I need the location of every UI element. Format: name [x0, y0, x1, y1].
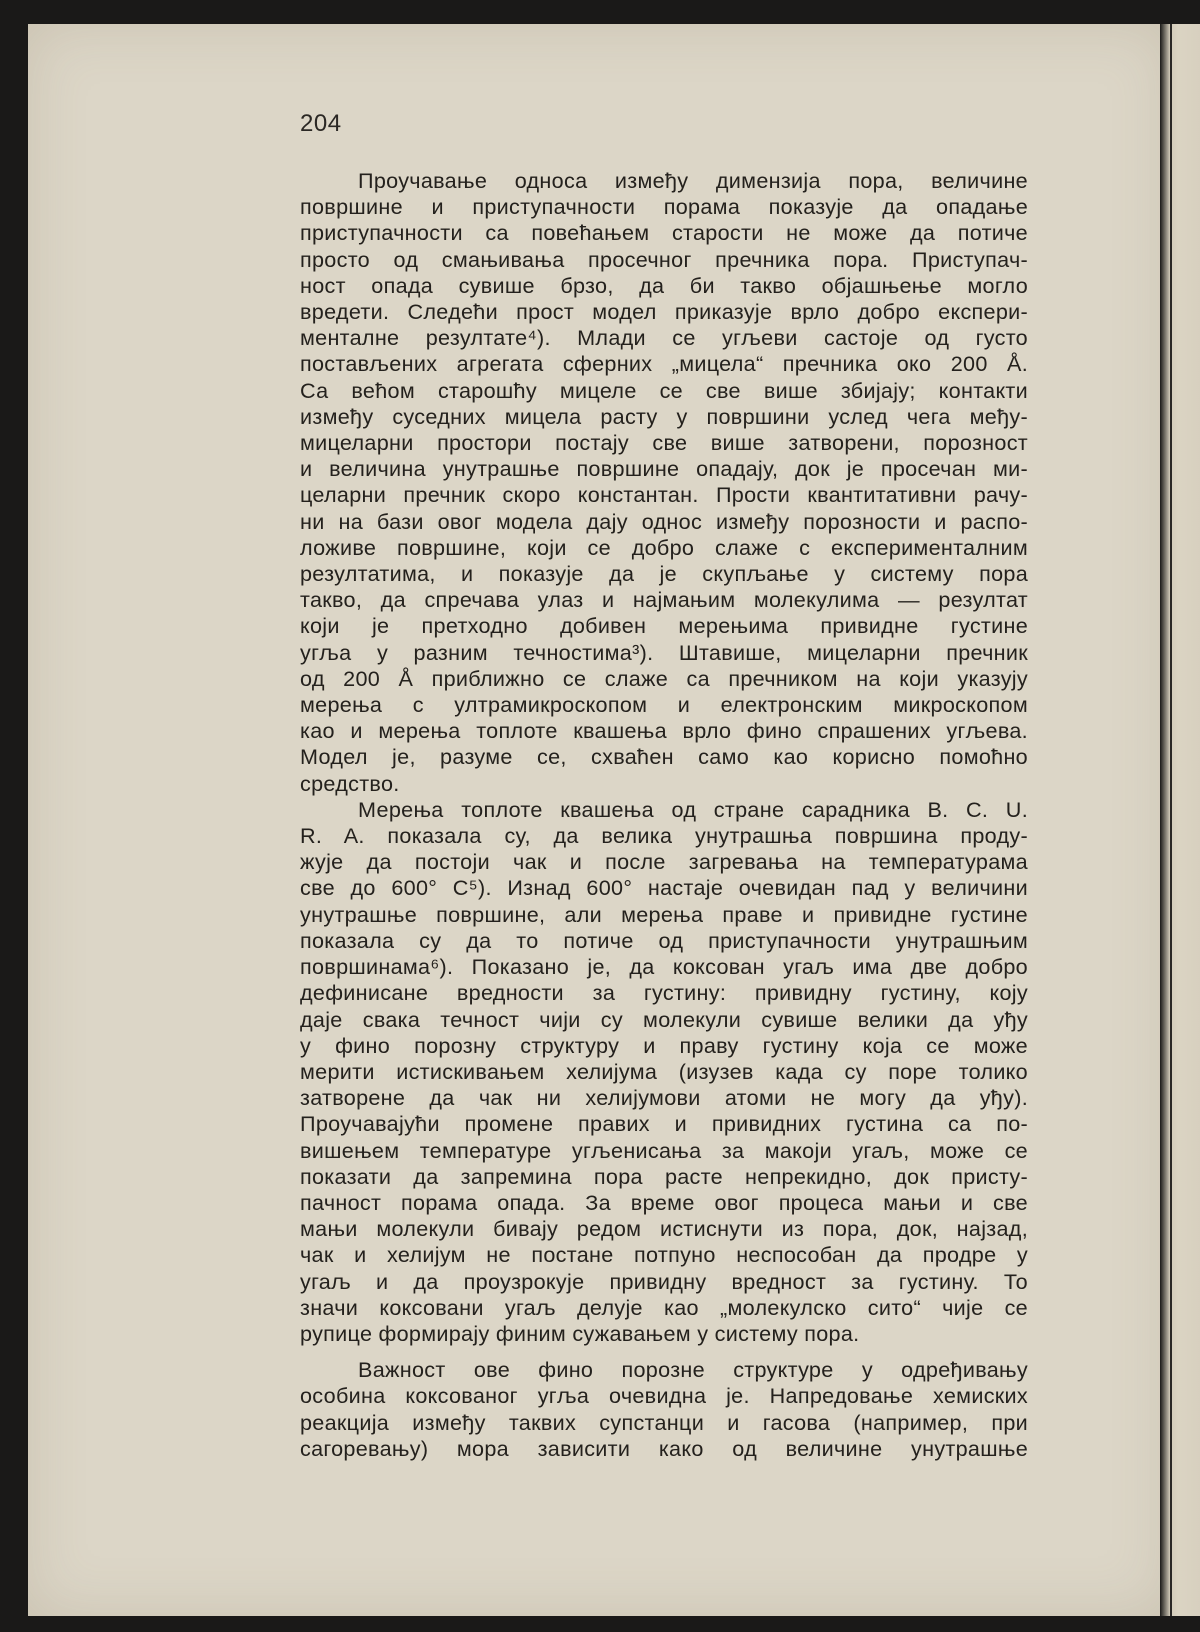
text-line: све до 600° C⁵). Изнад 600° настаје очевидан пад у величини: [300, 875, 1028, 901]
text-line: мицеларни простори постају све више затворени, порозност: [300, 430, 1028, 456]
text-line: показати да запремина пора расте непрекидно, док присту-: [300, 1163, 1028, 1189]
text-line: између суседних мицела расту у површини услед чега међу-: [300, 403, 1028, 429]
text-line: вишењем температуре угљенисања за макоји угаљ, може се: [300, 1137, 1028, 1163]
paragraph-2: [300, 797, 1028, 1347]
text-line: целарни пречник скоро константан. Прости квантитативни рачу-: [300, 482, 1028, 508]
text-line: приступачности са повећањем старости не може да потиче: [300, 220, 1028, 246]
text-line: постављених агрегата сферних „мицела“ пречника око 200 Å.: [300, 351, 1028, 377]
paragraph-gap: [300, 1347, 1028, 1357]
text-line: који је претходно добивен мерењима привидне густине: [300, 613, 1028, 639]
text-line: мерити истискивањем хелијума (изузев када су поре толико: [300, 1058, 1028, 1084]
text-line: и величина унутрашње површине опадају, док је просечан ми-: [300, 456, 1028, 482]
text-line: Мерења топлоте квашења од стране сарадника B. C. U.: [358, 796, 1028, 822]
page-edge: [1160, 24, 1200, 1616]
text-line: даје свака течност чији су молекули сувише велики да уђу: [300, 1006, 1028, 1032]
text-line: значи коксовани угаљ делује као „молекулско сито“ чије се: [300, 1294, 1028, 1320]
text-line: Модел је, разуме се, схваћен само као корисно помоћно: [300, 744, 1028, 770]
text-line: реакција између таквих супстанци и гасова (например, при: [300, 1409, 1028, 1435]
text-line: пачност порама опада. За време овог процеса мањи и све: [300, 1189, 1028, 1215]
text-line: жује да постоји чак и после загревања на температурама: [300, 849, 1028, 875]
text-line: мањи молекули бивају редом истиснути из пора, док, најзад,: [300, 1216, 1028, 1242]
page-number: 204: [300, 110, 342, 137]
text-line: затворене да чак ни хелијумови атоми не могу да уђу).: [300, 1085, 1028, 1111]
text-line: средство.: [300, 770, 400, 796]
text-line: унутрашње површине, али мерења праве и привидне густине: [300, 901, 1028, 927]
text-line: сагоревању) мора зависити како од величине унутрашње: [300, 1435, 1028, 1461]
text-line: ложиве површине, који се добро слаже с експерименталним: [300, 534, 1028, 560]
text-line: Важност ове фино порозне структуре у одређивању: [358, 1357, 1028, 1383]
text-line: Проучавање односа између димензија пора, величине: [358, 168, 1028, 193]
text-line: од 200 Å приближно се слаже са пречником на који указују: [300, 665, 1028, 691]
paragraph-3: [300, 1357, 1028, 1462]
text-line: угља у разним течностима³). Штавише, мицеларни пречник: [300, 639, 1028, 665]
text-line: ни на бази овог модела дају однос између порозности и распо-: [300, 508, 1028, 534]
text-line: дефинисане вредности за густину: привидну густину, коју: [300, 980, 1028, 1006]
paragraph-1: [300, 168, 1028, 797]
text-line: такво, да спречава улаз и најмањим молекулима — резултат: [300, 587, 1028, 613]
text-line: као и мерења топлоте квашења врло фино спрашених угљева.: [300, 718, 1028, 744]
text-line: чак и хелијум не постане потпуно неспособан да продре у: [300, 1242, 1028, 1268]
text-line: особина коксованог угља очевидна је. Напредовање хемиских: [300, 1383, 1028, 1409]
text-line: Проучавајући промене правих и привидних густина са по-: [300, 1111, 1028, 1137]
text-line: вредети. Следећи прост модел приказује врло добро експери-: [300, 299, 1028, 325]
text-line: мерења с ултрамикроскопом и електронским микроскопом: [300, 692, 1028, 718]
text-line: угаљ и да проузрокује привидну вредност за густину. То: [300, 1268, 1028, 1294]
text-line: површине и приступачности порама показује да опадање: [300, 194, 1028, 220]
text-line: просто од смањивања просечног пречника пора. Приступач-: [300, 246, 1028, 272]
body-text: [300, 168, 1028, 1462]
text-line: у фино порозну структуру и праву густину која се може: [300, 1032, 1028, 1058]
text-line: ност опада сувише брзо, да би такво објашњење могло: [300, 272, 1028, 298]
text-line: Са већом старошћу мицеле се све више збијају; контакти: [300, 377, 1028, 403]
text-line: показала су да то потиче од приступачности унутрашњим: [300, 927, 1028, 953]
text-line: резултатима, и показује да је скупљање у систему пора: [300, 561, 1028, 587]
text-line: површинама⁶). Показано је, да коксован угаљ има две добро: [300, 954, 1028, 980]
text-line: рупице формирају финим сужавањем у систему пора.: [300, 1320, 860, 1346]
text-line: R. A. показала су, да велика унутрашња површина проду-: [300, 823, 1028, 849]
text-line: менталне резултате⁴). Млади се угљеви састоје од густо: [300, 325, 1028, 351]
